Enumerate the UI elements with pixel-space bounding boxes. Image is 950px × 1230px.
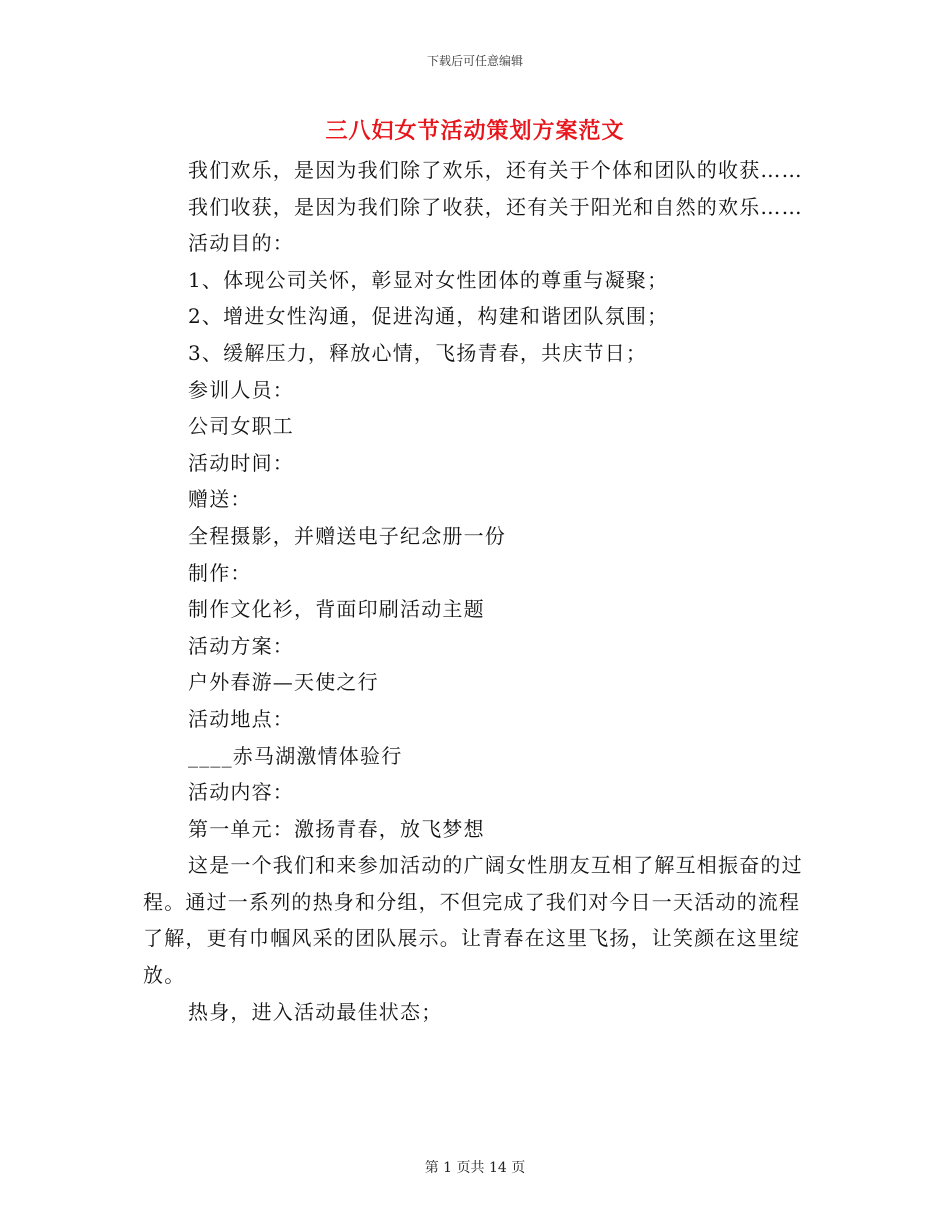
paragraph: 我们收获，是因为我们除了收获，还有关于阳光和自然的欢乐……: [188, 194, 803, 219]
page-header: 下载后可任意编辑: [426, 54, 523, 68]
paragraph: 活动时间：: [188, 450, 294, 475]
paragraph: 这是一个我们和来参加活动的广阔女性朋友互相了解互相振奋的过程。通过一系列的热身和分组，不但完成了我们对今日一天活动的流程了解，更有巾帼风采的团队展示。让青春在这里飞扬，让笑颜在这里绽放。: [143, 853, 803, 988]
paragraph: 活动内容：: [188, 780, 294, 805]
document-body: [143, 152, 803, 1030]
document-title: 三八妇女节活动策划方案范文: [325, 118, 625, 144]
paragraph: 公司女职工: [188, 414, 294, 439]
paragraph: 赠送：: [188, 487, 252, 512]
paragraph: 活动方案：: [188, 633, 294, 658]
paragraph: 3、缓解压力，释放心情，飞扬青春，共庆节日；: [188, 340, 648, 365]
paragraph: 热身，进入活动最佳状态；: [188, 999, 443, 1024]
paragraph: 制作：: [188, 560, 252, 585]
paragraph: 全程摄影，并赠送电子纪念册一份: [188, 523, 506, 548]
paragraph: 我们欢乐，是因为我们除了欢乐，还有关于个体和团队的收获……: [188, 158, 803, 182]
paragraph: ____赤马湖激情体验行: [188, 743, 403, 768]
paragraph: 第一单元：激扬青春，放飞梦想: [188, 816, 485, 841]
paragraph: 制作文化衫，背面印刷活动主题: [188, 597, 485, 622]
paragraph: 活动地点：: [188, 706, 294, 731]
paragraph: 活动目的：: [188, 231, 294, 256]
paragraph: 参训人员：: [188, 377, 294, 402]
page-footer: 第 1 页共 14 页: [424, 1160, 526, 1176]
paragraph: 2、增进女性沟通，促进沟通，构建和谐团队氛围；: [188, 304, 669, 329]
paragraph: 1、体现公司关怀，彰显对女性团体的尊重与凝聚；: [188, 267, 669, 292]
paragraph: 户外春游—天使之行: [188, 670, 379, 695]
